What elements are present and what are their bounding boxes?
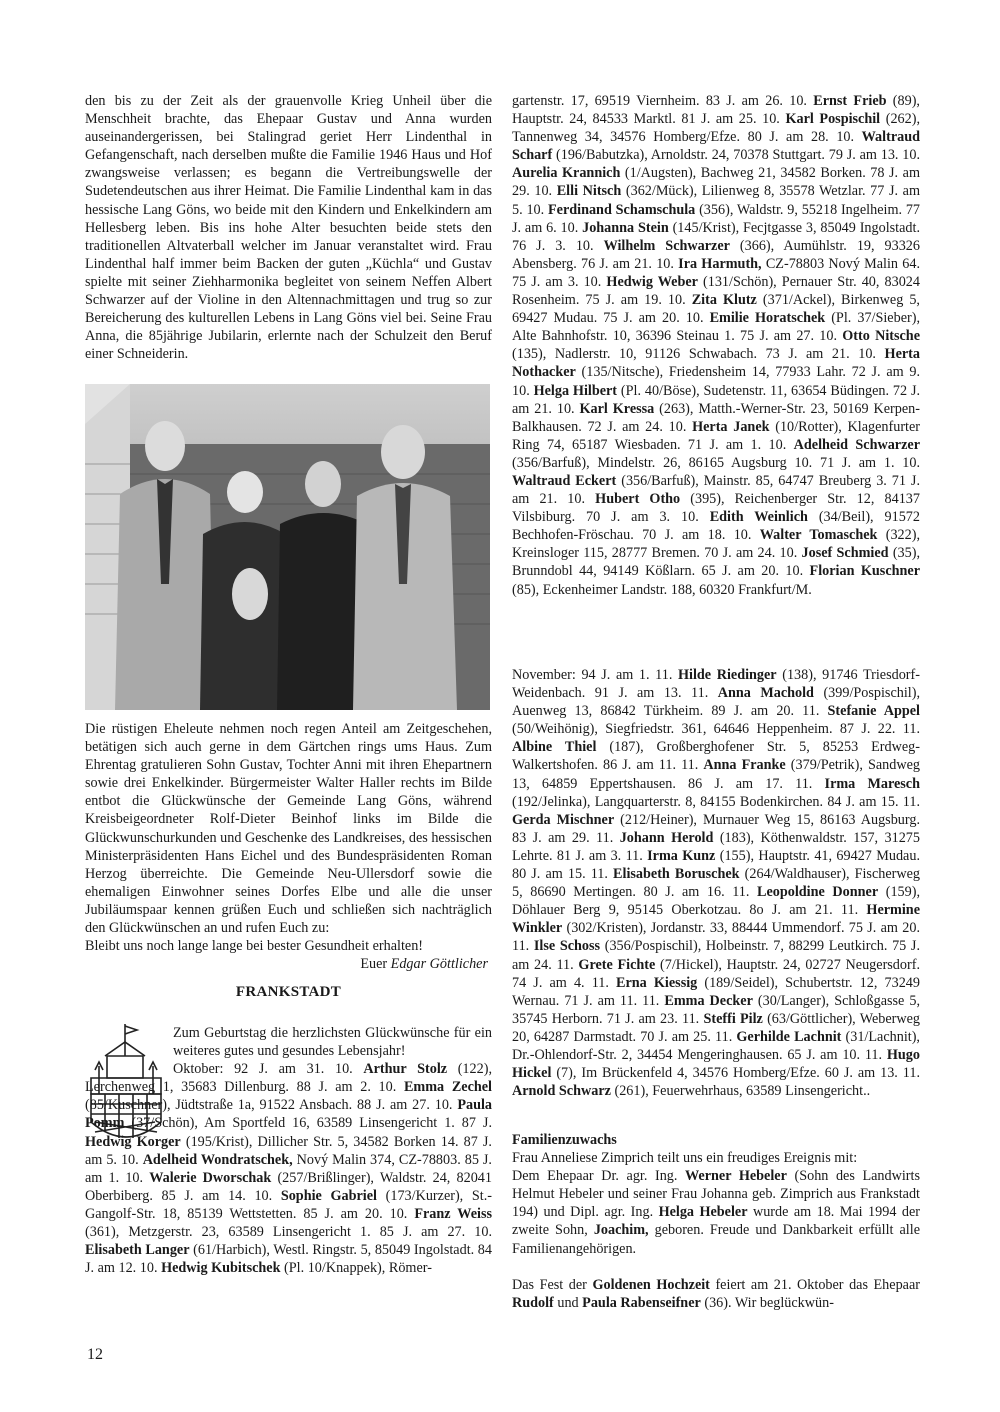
frankstadt-block xyxy=(85,1024,492,1277)
familienzuwachs-heading: Familienzuwachs xyxy=(512,1132,617,1148)
family-photo-image xyxy=(85,384,490,710)
right-column xyxy=(512,92,920,599)
page-number: 12 xyxy=(87,1346,103,1363)
frankstadt-birthdays: Oktober: 92 J. am 31. 10. Arthur Stolz (122), Lerchenweg 1, 35683 Dillenburg. 88 J. am 2. 10. Emma Zechel (85/Kuschner), Jüdtstraße 1a, 91522 Ansbach. 88 J. am 27. 10. Paula Pomm (37/Schön), Am Sportfeld 16, 63589 Linsengericht 1. 87 J. Hedwig Korger (195/Krist), Dillicher Str. 5, 34582 Borken 14. 87 J. am 5. 10. Adelheid Wondratschek, Nový Malin 374, CZ-78803. 85 J. am 1. 10. Walerie Dworschak (257/Brißlinger), Waldstr. 24, 82041 Oberbiberg. 85 J. am 14. 10. Sophie Gabriel (173/Kurzer), St.-Gangolf-Str. 18, 85139 Wettstetten. 85 J. am 20. 10. Franz Weiss (361), Metzgerstr. 23, 63589 Linsengericht 1. 85 J. am 27. 10. Elisabeth Langer (61/Harbich), Westl. Ringstr. 5, 85049 Ingolstadt. 84 J. am 12. 10. Hedwig Kubitschek (Pl. 10/Knappek), Römer- xyxy=(85,1061,493,1277)
family-photo xyxy=(85,384,490,710)
left-column xyxy=(85,92,492,363)
closing-line: Bleibt uns noch lange lange bei bester Gesundheit erhalten! xyxy=(85,938,424,955)
article-paragraph: Die rüstigen Eheleute nehmen noch regen Anteil am Zeitgeschehen, betätigen sich auch gerne in dem Gärtchen rings ums Haus. Zum Ehrentag gratulieren Sohn Gustav, Tochter Anni mit ihren Ehepartnern sowie drei Enkelkinder. Bürgermeister Walter Haller rechts im Bilde entbot die Glückwünsche der Gemeinde Lang Göns, während Kreisbeigeordneter Rolf-Dieter Beinhof links im Bilde die Glückwunschurkunden und Geschenke des Landkreises, des hessischen Ministerpräsidenten Hans Eichel und des Bundespräsidenten Roman Herzog überreichte. Die Gemeinde Neu-Ullersdorf sowie die ehemaligen Einwohner seines Dorfes Elbe und alle die unser Jubiläumspaar kennen grüßen Euch und schließen sich nachträglich den Glückwünschen an und rufen Euch zu: xyxy=(85,721,492,937)
right-column-familienzuwachs xyxy=(512,1131,920,1312)
article-paragraph: den bis zu der Zeit als der grauenvolle Krieg Unheil über die Menschheit brachte, das Ehepaar Gustav und Anna wurden auseinandergerissen, bei Stalingrad geriet Herr Lindenthal in Gefangenschaft, nach derselben mußte die Familie 1946 Haus und Hof zwangsweise verlassen; es begann die Vertreibungswelle der Sudetendeutschen aus ihrer Heimat. Die Familie Lindenthal kam in das hessische Lang Göns, wo beide mit den Kindern und Enkelkindern am Hellesberg leben. Bis ins hohe Alter besuchten beide stets den traditionellen Altvaterball welcher im Januar veranstaltet wird. Frau Lindenthal half immer beim Backen der guten „Küchla“ und Gustav spielte mit seiner Ziehharmonika begleitet von seinem Neffen Albert Schwarzer auf der Violine in den Altennachmittagen und trug so zur Bereicherung des kulturellen Lebens in Lang Göns viel bei. Seine Frau Anna, die 85jährige Jubilarin, erlernte nach der Schulzeit den Beruf einer Schneiderin. xyxy=(85,93,492,363)
frankstadt-birthdays-cont: gartenstr. 17, 69519 Viernheim. 83 J. am 26. 10. Ernst Frieb (89), Hauptstr. 24, 84533 Marktl. 81 J. am 25. 10. Karl Pospischil (262), Tannenweg 34, 34576 Homberg/Efze. 80 J. am 28. 10. Waltraud Scharf (196/Babutzka), Arnoldstr. 24, 70378 Stuttgart. 79 J. am 13. 10. Aurelia Krannich (1/Augsten), Bachweg 21, 34582 Borken. 78 J. am 29. 10. Elli Nitsch (362/Mück), Lilienweg 8, 35578 Wetzlar. 77 J. am 5. 10. Ferdinand Schamschula (356), Waldstr. 9, 55218 Ingelheim. 77 J. am 6. 10. Johanna Stein (145/Krist), Fecjtgasse 3, 85049 Ingolstadt. 76 J. 3. 10. Wilhelm Schwarzer (366), Aumühlstr. 19, 93326 Abensberg. 76 J. am 21. 10. Ira Harmuth, CZ-78803 Nový Malin 64. 75 J. am 3. 10. Hedwig Weber (131/Schön), Pernauer Str. 40, 83024 Rosenheim. 75 J. am 19. 10. Zita Klutz (371/Ackel), Birkenweg 5, 69427 Mudau. 75 J. am 20. 10. Emilie Horatschek (Pl. 37/Sieber), Alte Bahnhofstr. 10, 36396 Steinau 1. 75 J. am 27. 10. Otto Nitsche (135), Nadlerstr. 10, 91126 Schwabach. 73 J. am 21. 10. Herta Nothacker (135/Nitsche), Friedensheim 14, 77933 Lahr. 72 J. am 9. 10. Helga Hilbert (Pl. 40/Böse), Sudetenstr. 11, 63654 Büdingen. 72 J. am 21. 10. Karl Kressa (263), Matth.-Werner-Str. 23, 50169 Kerpen-Balkhausen. 72 J. am 24. 10. Herta Janek (10/Rotter), Klagenfurter Ring 74, 65187 Wiesbaden. 71 J. am 1. 10. Adelheid Schwarzer (356/Barfuß), Mindelstr. 26, 86165 Augsburg 10. 71 J. am 1. 10. Waltraud Eckert (356/Barfuß), Mainstr. 85, 64747 Breuberg 3. 71 J. am 21. 10. Hubert Otho (395), Reichenberger Str. 12, 84137 Vilsbiburg. 70 J. am 3. 10. Edith Weinlich (34/Beil), 91572 Bechhofen-Fröschau. 70 J. am 18. 10. Walter Tomaschek (322), Kreinsloger 115, 28777 Bremen. 70 J. am 24. 10. Josef Schmied (35), Brunndobl 44, 94149 Kößlarn. 65 J. am 20. 10. Florian Kuschner (85), Eckenheimer Landstr. 188, 60320 Frankfurt/M. xyxy=(512,93,921,598)
section-heading-frankstadt: FRANKSTADT xyxy=(235,984,342,1001)
right-column-november xyxy=(512,666,920,1100)
november-birthdays: November: 94 J. am 1. 11. Hilde Riedinger (138), 91746 Triesdorf-Weidenbach. 91 J. am 13. 11. Anna Machold (399/Pospischil), Auenweg 13, 86842 Türkheim. 89 J. am 20. 11. Stefanie Appel (50/Weihönig), Siegfriedstr. 361, 64646 Heppenheim. 87 J. 22. 11. Albine Thiel (187), Großberghofener Str. 5, 85253 Erdweg-Walkertshofen. 86 J. am 11. 11. Anna Franke (379/Petrik), Sandweg 13, 64859 Eppertshausen. 86 J. am 17. 11. Irma Maresch (192/Jelinka), Langquarterstr. 8, 84155 Bodenkirchen. 84 J. am 15. 11. Gerda Mischner (212/Heiner), Murnauer Weg 15, 86163 Augsburg. 83 J. am 29. 11. Johann Herold (183), Köthenwaldstr. 157, 31275 Lehrte. 81 J. am 3. 11. Irma Kunz (155), Hauptstr. 41, 69427 Mudau. 80 J. am 15. 11. Elisabeth Boruschek (264/Waldhauser), Fischerweg 5, 86690 Mertingen. 80 J. am 16. 11. Leopoldine Donner (159), Döhlauer Berg 9, 95145 Oberkotzau. 8o J. am 21. 11. Hermine Winkler (302/Kristen), Jordanstr. 33, 88444 Ummendorf. 75 J. am 20. 11. Ilse Schoss (356/Pospischil), Holbeinstr. 7, 88299 Leutkirch. 75 J. am 24. 11. Grete Fichte (7/Hickel), Hauptstr. 24, 02727 Neugersdorf. 74 J. am 4. 11. Erna Kiessig (189/Seidel), Schubertstr. 12, 73249 Wernau. 71 J. am 11. 11. Emma Decker (30/Langer), Schloßgasse 5, 35745 Herborn. 71 J. am 23. 11. Steffi Pilz (63/Göttlicher), Weberweg 20, 64287 Darmstadt. 70 J. am 25. 11. Gerhilde Lachnit (31/Lachnit), Dr.-Ohlendorf-Str. 2, 34454 Mengeringhausen. 65 J. am 10. 11. Hugo Hickel (7), Im Brückenfeld 4, 34576 Homberg/Efze. 60 J. am 13. 11. Arnold Schwarz (261), Feuerwehrhaus, 63589 Linsengericht.. xyxy=(512,667,921,1100)
goldene-hochzeit-text: Das Fest der Goldenen Hochzeit feiert am 21. Oktober das Ehepaar Rudolf und Paula Rabenseifner (36). Wir beglückwün- xyxy=(512,1276,920,1311)
left-column-lower xyxy=(85,720,492,1001)
familienzuwachs-text: Dem Ehepaar Dr. agr. Ing. Werner Hebeler (Sohn des Landwirts Helmut Hebeler und seiner Frau Johanna geb. Zimprich aus Frankstadt 194) und Dipl. agr. Ing. Helga Hebeler wurde am 18. Mai 1994 der zweite Sohn, Joachim, geboren. Freude und Dankbarkeit erfüllt alle Familienangehörigen. xyxy=(512,1168,920,1257)
familienzuwachs-intro: Frau Anneliese Zimprich teilt uns ein freudiges Ereignis mit: xyxy=(512,1150,858,1167)
frankstadt-greeting: Zum Geburtstag die herzlichsten Glückwünsche für ein weiteres gutes und gesundes Lebensjahr! xyxy=(173,1025,492,1060)
signoff: Euer Edgar Göttlicher xyxy=(360,956,488,973)
